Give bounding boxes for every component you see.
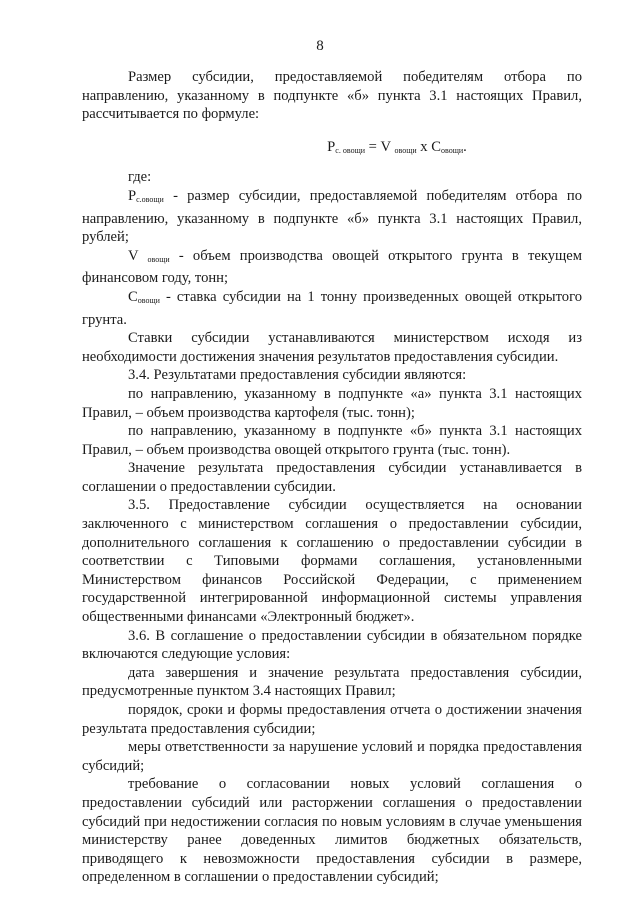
definition-c-sub: овощи xyxy=(137,295,160,305)
formula-c: С xyxy=(431,138,441,155)
subsidy-formula xyxy=(212,138,582,161)
definition-c-text: - ставка субсидии на 1 тонну произведенных овощей открытого грунта. xyxy=(82,288,582,328)
formula-tail: . xyxy=(463,138,467,155)
formula-times: х xyxy=(416,138,432,155)
definition-p-symbol: Р xyxy=(128,187,137,204)
definition-p-text: - размер субсидии, предоставляемой победителям отбора по направлению, указанному в подпункте «б» пункта 3.1 настоящих Правил, рублей; xyxy=(82,187,582,246)
definition-p-sub: с.овощи xyxy=(136,194,164,204)
intro-paragraph: Размер субсидии, предоставляемой победителям отбора по направлению, указанному в подпункте «б» пункта 3.1 настоящих Правил, рассчитывается по формуле: xyxy=(82,69,582,123)
paragraph-result-a: по направлению, указанному в подпункте «а» пункта 3.1 настоящих Правил, – объем производства картофеля (тыс. тонн); xyxy=(82,385,582,421)
definition-p xyxy=(82,187,582,247)
paragraph-3-4: 3.4. Результатами предоставления субсидии являются: xyxy=(128,367,467,384)
definition-c xyxy=(82,288,582,329)
formula-p-sub: с. овощи xyxy=(335,145,366,155)
paragraph-result-b: по направлению, указанному в подпункте «б» пункта 3.1 настоящих Правил, – объем производства овощей открытого грунта (тыс. тонн). xyxy=(82,423,582,458)
definition-v-sub: овощи xyxy=(147,254,170,264)
condition-liability: меры ответственности за нарушение условий и порядка предоставления субсидий; xyxy=(82,739,582,774)
condition-deadline: дата завершения и значение результата предоставления субсидии, предусмотренные пунктом 3.4 настоящих Правил; xyxy=(82,664,582,700)
definition-v-text: - объем производства овощей открытого грунта в текущем финансовом году, тонн; xyxy=(82,247,582,287)
formula-v-sub: овощи xyxy=(394,145,417,155)
paragraph-rates: Ставки субсидии устанавливаются министерством исходя из необходимости достижения значения результатов предоставления субсидии. xyxy=(82,330,582,365)
definition-v-symbol: V xyxy=(128,247,148,264)
formula-c-sub: овощи xyxy=(440,145,464,155)
condition-reporting: порядок, сроки и формы предоставления отчета о достижении значения результата предоставления субсидии; xyxy=(82,702,582,737)
paragraph-3-6: 3.6. В соглашение о предоставлении субсидии в обязательном порядке включаются следующие условия: xyxy=(82,627,582,663)
where-label: где: xyxy=(128,169,152,186)
formula-v: V xyxy=(380,138,391,155)
formula-p: Р xyxy=(327,138,336,155)
condition-renegotiation: требование о согласовании новых условий соглашения о предоставлении субсидий или расторжении соглашения о предоставлении субсидий при недостижении согласия по новым условиям в случае уменьшения министерству ранее доведенных лимитов бюджетных обязательств, приводящего к невозможности предоставления субсидии в размере, определенном в соглашении о предоставлении субсидий; xyxy=(82,776,582,886)
definition-v xyxy=(82,247,582,288)
paragraph-result-value: Значение результата предоставления субсидии устанавливается в соглашении о предоставлении субсидии. xyxy=(82,460,582,495)
formula-equals: = xyxy=(365,138,381,155)
definition-c-symbol: С xyxy=(128,288,138,305)
document-body xyxy=(82,68,582,887)
page-number: 8 xyxy=(316,38,324,54)
paragraph-3-5: 3.5. Предоставление субсидии осуществляется на основании заключенного с министерством соглашения о предоставлении субсидии, дополнительного соглашения к соглашению о предоставлении субсидии в соответствии с Типовыми формами соглашения, установленными Министерством финансов Российской Федерации, с применением государственной интегрированной информационной системы управления общественными финансами «Электронный бюджет». xyxy=(82,497,582,626)
